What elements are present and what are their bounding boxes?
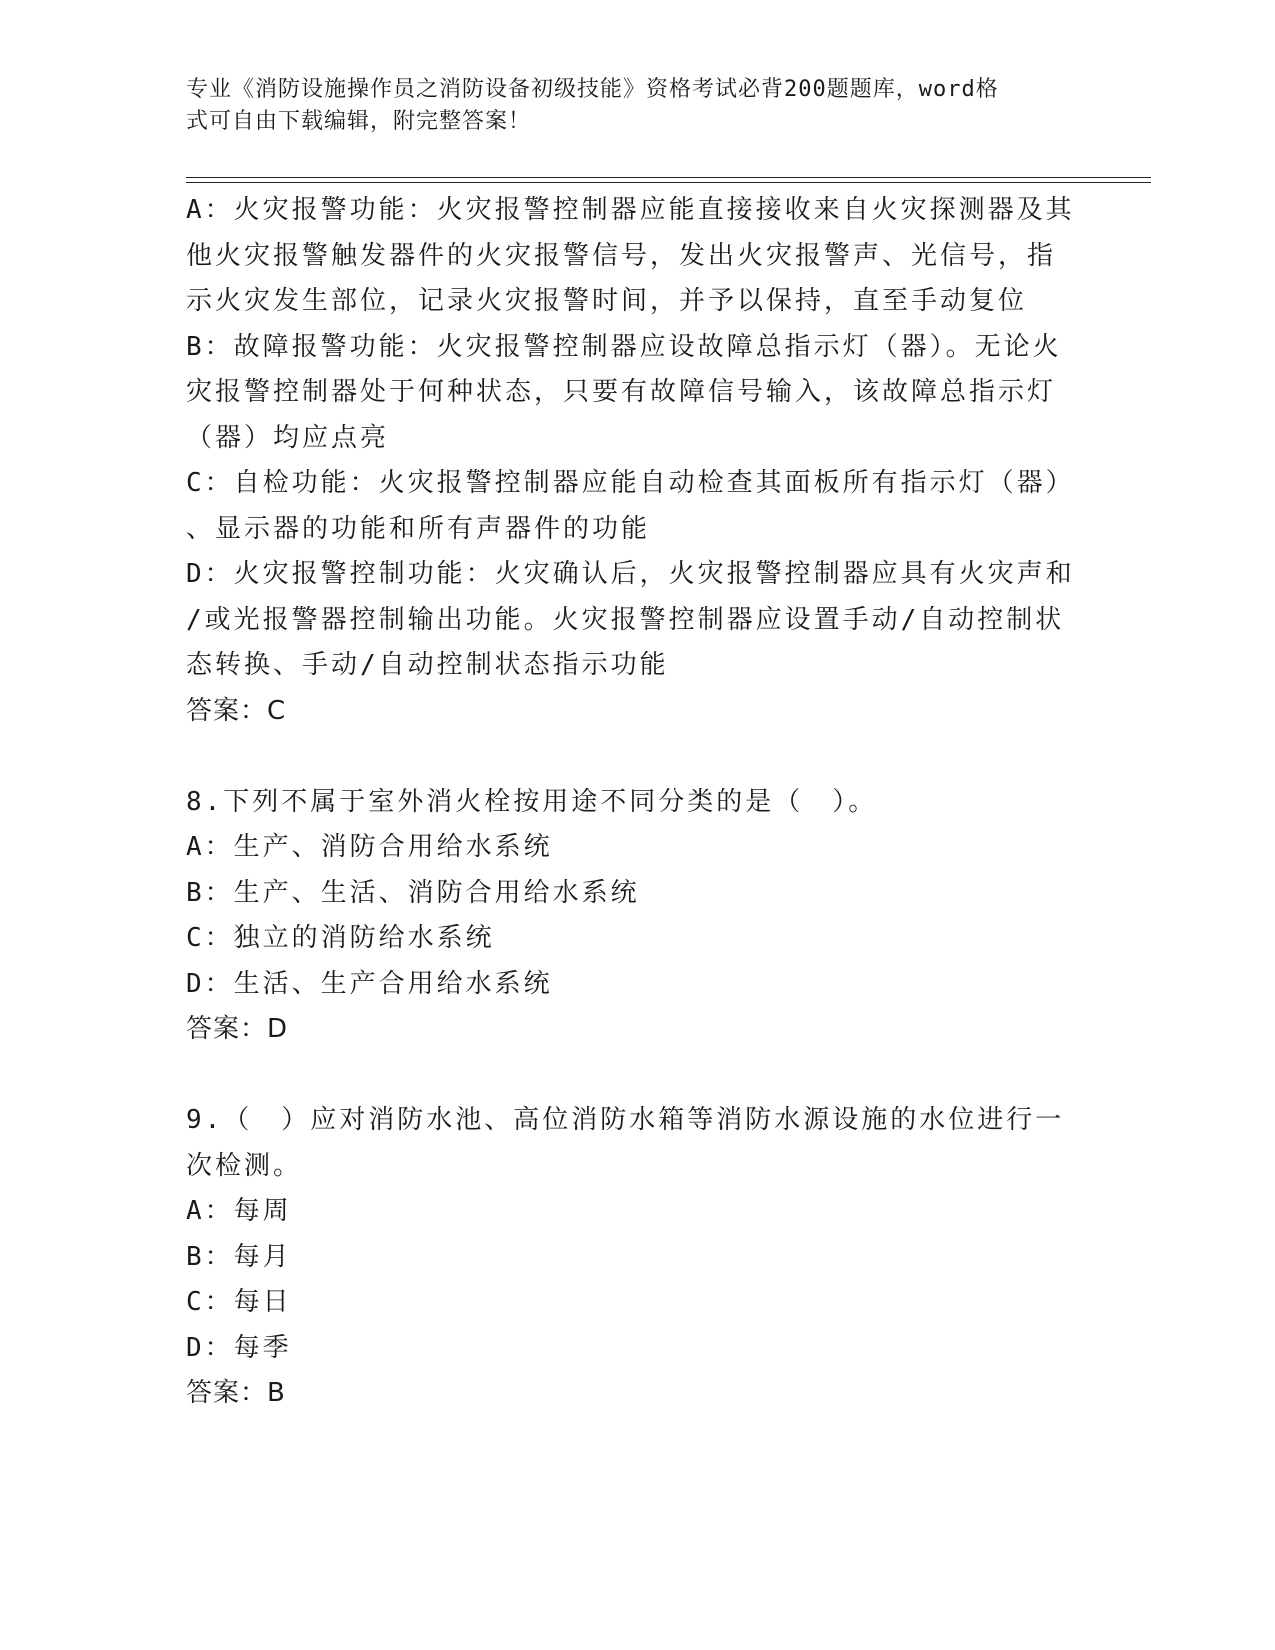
q9-option-d: D：每季 [186,1332,292,1363]
text-line: /或光报警器控制输出功能。火灾报警控制器应设置手动/自动控制状 [186,604,1065,635]
header-divider-top [186,177,1151,178]
q9-option-c: C：每日 [186,1287,292,1317]
q7-option-c [186,461,1086,552]
spacer [186,734,1086,780]
text-line: A：火灾报警功能：火灾报警控制器应能直接接收来自火灾探测器及其 [186,195,1075,225]
text-line: B：故障报警功能：火灾报警控制器应设故障总指示灯（器）。无论火 [186,331,1062,362]
q8-answer: 答案：D [186,1014,289,1044]
text-line: 示火灾发生部位，记录火灾报警时间，并予以保持，直至手动复位 [186,286,1028,316]
document-body [186,188,1086,1417]
q7-option-d [186,552,1086,689]
q9-question-line: 次检测。 [186,1150,303,1181]
text-line: C：自检功能：火灾报警控制器应能自动检查其面板所有指示灯（器） [186,468,1075,498]
text-line: D：火灾报警控制功能：火灾确认后，火灾报警控制器应具有火灾声和 [186,559,1075,589]
header-divider-bottom [186,182,1151,183]
question-9 [186,1098,1086,1417]
question-7-options [186,188,1086,734]
q8-option-b: B：生产、生活、消防合用给水系统 [186,877,640,908]
text-line: 他火灾报警触发器件的火灾报警信号，发出火灾报警声、光信号，指 [186,240,1057,271]
question-8 [186,780,1086,1053]
q9-option-a: A：每周 [186,1196,292,1226]
spacer [186,1053,1086,1099]
q8-option-a: A：生产、消防合用给水系统 [186,832,553,862]
q8-option-c: C：独立的消防给水系统 [186,923,495,953]
text-line: 灾报警控制器处于何种状态，只要有故障信号输入，该故障总指示灯 [186,377,1057,407]
q7-option-b [186,325,1086,462]
q9-question-line: 9.（ ）应对消防水池、高位消防水箱等消防水源设施的水位进行一 [186,1105,1065,1135]
q8-question: 8.下列不属于室外消火栓按用途不同分类的是（ ）。 [186,786,878,817]
q9-answer: 答案：B [186,1378,286,1408]
q8-option-d: D：生活、生产合用给水系统 [186,968,553,999]
q7-option-a [186,188,1086,325]
header-line-1: 专业《消防设施操作员之消防设备初级技能》资格考试必背200题题库，word格 [186,77,999,102]
text-line: 、显示器的功能和所有声器件的功能 [186,513,651,544]
header-line-2: 式可自由下载编辑，附完整答案！ [186,109,532,134]
q9-option-b: B：每月 [186,1241,292,1272]
text-line: （器）均应点亮 [186,422,390,453]
document-header [186,74,1066,138]
text-line: 态转换、手动/自动控制状态指示功能 [186,650,669,680]
q7-answer: 答案：C [186,695,287,726]
